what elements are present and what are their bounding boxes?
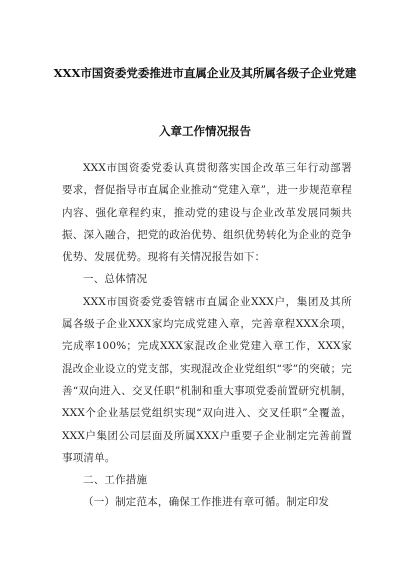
- document-body: [62, 157, 352, 514]
- intro-paragraph: XXX市国资委党委认真贯彻落实国企改革三年行动部署要求，督促指导市直属企业推动“党建入章”，进一步规范章程内容、强化章程约束，推动党的建设与企业改革发展同频共振、深入融合，把党的政治优势、组织优势转化为企业的竞争优势、发展优势。现将有关情况报告如下：: [62, 162, 352, 264]
- document-title-line-1: XXX市国资委党委推进市直属企业及其所属各级子企业党建: [53, 66, 357, 80]
- measures-paragraph: （一）制定范本，确保工作推进有章可循。制定印发: [83, 496, 330, 509]
- section-heading-overview: 一、总体情况: [83, 273, 148, 286]
- overview-paragraph: XXX市国资委党委管辖市直属企业XXX户，集团及其所属各级子企业XXX家均完成党建入章，完善章程XXX余项，完成率100%；完成XXX家混改企业党建入章工作，XXX家混改企业设立的党支部，实现混改企业党组织“零”的突破；完善“双向进入、交叉任职”机制和重大事项党委前置研究机制，XXX个企业基层党组织实现“双向进入、交叉任职”全覆盖，XXX户集团公司层面及所属XXX户重要子企业制定完善前置事项清单。: [62, 295, 352, 464]
- section-heading-measures: 二、工作措施: [83, 474, 148, 487]
- document-title-line-2: 入章工作情况报告: [159, 124, 251, 138]
